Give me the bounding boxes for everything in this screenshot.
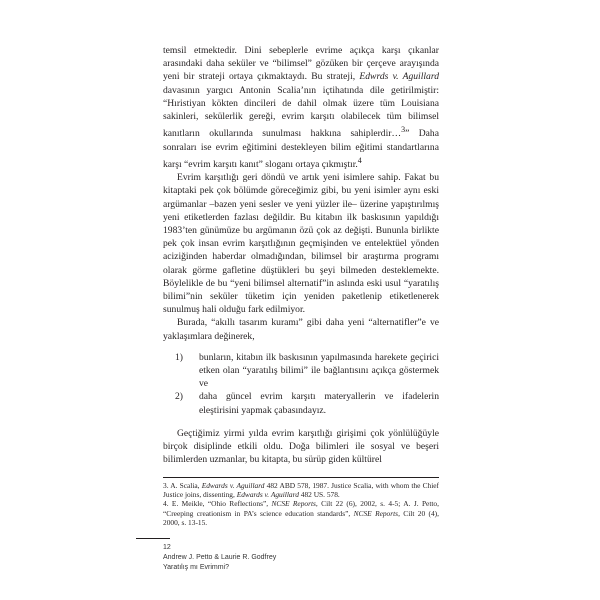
list-item-text: daha güncel evrim karşıtı materyallerin ve ifadelerin eleştirisini yapmak çabasındayız.	[199, 391, 439, 416]
paragraph-1: temsil etmektedir. Dini sebeplerle evrime açıkça karşı çıkanlar arasındaki daha seküler ve “bilimsel” gözüken bir çerçeve arayışında yeni bir strateji ortaya çıkmaktaydı. Bu strateji, Edwrds v. Aguillard davasının yargıcı Antonin Scalia’nın içtihatında dile getirilmiştir: “Hıristiyan kökten dincileri de dahil olmak üzere tüm Louisiana sakinleri, sekülerlik gereği, evrim karşıtı olabilecek tüm bilimsel kanıtların okullarında sunulması hakkına sahiplerdir…$^3$” Daha sonraları ise evrim eğitimini destekleyen bilim eğitimi standartlarına karşı “evrim karşıtı kanıt” sloganı ortaya çıkmıştır.$^4$	[163, 45, 440, 170]
paragraph-3: Burada, “akıllı tasarım kuramı” gibi daha yeni “alternatifler”e ve yaklaşımlara değinerek,	[163, 317, 439, 342]
footnote-ref-4: 4	[357, 155, 362, 165]
numbered-list	[163, 351, 439, 417]
case-name: Edwrds v. Aguillard	[359, 71, 440, 83]
footer-book-title: Yaratılış mı Evrimmi?	[163, 564, 229, 571]
footer-divider	[136, 538, 170, 539]
list-number: 2)	[175, 391, 183, 403]
body-text	[163, 44, 439, 466]
footnotes	[163, 477, 439, 527]
list-item-text: bunların, kitabın ilk baskısının yapılmasında harekete geçirici etken olan “yaratılış bilimi” ile bağlantısını açıkça göstermek ve	[199, 351, 439, 390]
paragraph-4: Geçtiğimiz yirmi yılda evrim karşıtlığı girişimi çok yönlülüğüyle birçok disiplinde etkili oldu. Doğa bilimleri ile sosyal ve beşeri bilimlerden uzmanlar, bu kitapta, bu sürüp giden kültürel	[163, 427, 439, 466]
page-footer	[163, 543, 276, 573]
paragraph-2: Evrim karşıtlığı geri döndü ve artık yeni isimlere sahip. Fakat bu kitaptaki pek çok bölümde göreceğimiz gibi, bu yeni isimler aynı eski argümanlar –bazen yeni sesler ve yeni yüzler ile– üzerine yapıştırılmış yeni etiketlerden fazlası değildir. Bu kitabın ilk baskısının yapıldığı 1983’ten günümüze bu argümanın özü çok az değişti. Bununla birlikte pek çok insan evrim karşıtlığının geçmişinden ve entelektüel yönden aciziğinden haberdar olmadığından, bilimsel bir araştırma programı olarak görme gafletine düştükleri bu şeyi bilmeden desteklemekte. Böylelikle de bu “yeni bilimsel alternatif”in aslında eski usul “yaratılış bilimi”nin seküler tüketim için yeniden paketlenip etiketlenerek sunulmuş hali olduğu fark edilmiyor.	[163, 172, 439, 316]
footer-authors: Andrew J. Petto & Laurie R. Godfrey	[163, 554, 277, 561]
list-item	[163, 390, 439, 416]
footnote-ref-3: 3	[401, 125, 406, 135]
page-number: 12	[163, 544, 171, 551]
footnote-4: 4. E. Meikle, “Ohio Reflections”, NCSE Reports, Cilt 22 (6), 2002, s. 4-5; A. J. Petto, “Creeping creationism in PA’s science education standards”, NCSE Reports, Cilt 20 (4), 2000, s. 13-15.	[163, 499, 439, 527]
footnote-3: 3. A. Scalia, Edwards v. Aguillard 482 ABD 578, 1987. Justice Scalia, with whom the Chief Justice joins, dissenting, Edwards v. Aguillard 482 US. 578.	[163, 481, 439, 500]
list-item	[163, 351, 439, 391]
list-number: 1)	[175, 351, 183, 363]
